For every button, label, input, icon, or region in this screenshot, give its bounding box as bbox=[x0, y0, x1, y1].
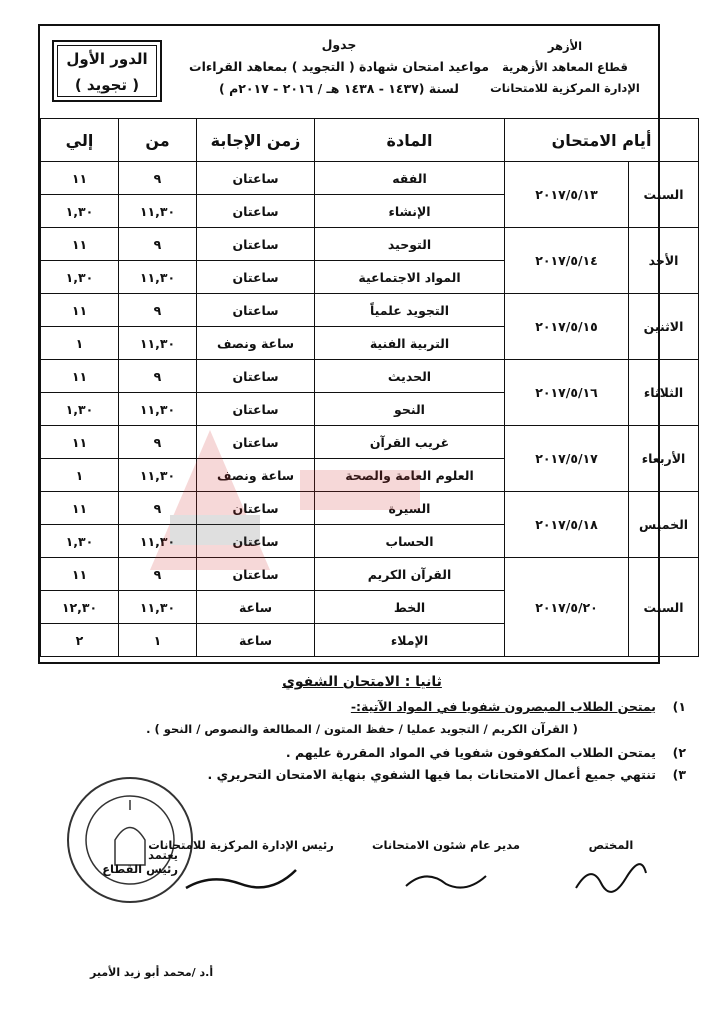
to-cell: ١,٣٠ bbox=[41, 261, 119, 294]
from-cell: ٩ bbox=[119, 360, 197, 393]
to-cell: ١ bbox=[41, 459, 119, 492]
to-cell: ١٢,٣٠ bbox=[41, 591, 119, 624]
subject-cell: التوحيد bbox=[315, 228, 505, 261]
to-cell: ١١ bbox=[41, 360, 119, 393]
to-cell: ١١ bbox=[41, 228, 119, 261]
duration-cell: ساعتان bbox=[197, 162, 315, 195]
subject-cell: العلوم العامة والصحة bbox=[315, 459, 505, 492]
oral-item bbox=[38, 742, 686, 764]
day-cell: الاثنين bbox=[629, 294, 699, 360]
date-cell: ٢٠١٧/٥/١٨ bbox=[505, 492, 629, 558]
duration-cell: ساعتان bbox=[197, 558, 315, 591]
subject-cell: النحو bbox=[315, 393, 505, 426]
duration-cell: ساعتان bbox=[197, 492, 315, 525]
subject-cell: الحديث bbox=[315, 360, 505, 393]
signature-specialist bbox=[566, 838, 656, 898]
duration-cell: ساعتان bbox=[197, 195, 315, 228]
round-label: الدور الأول bbox=[66, 50, 148, 68]
duration-cell: ساعة ونصف bbox=[197, 327, 315, 360]
approver-name: أ.د /محمد أبو زيد الأمير bbox=[90, 966, 214, 979]
oral-subjects: ( القرآن الكريم / التجويد عمليا / حفظ المتون / المطالعة والنصوص / النحو ) . bbox=[146, 722, 578, 736]
duration-cell: ساعتان bbox=[197, 360, 315, 393]
exam-schedule-sheet bbox=[38, 24, 689, 664]
to-cell: ١١ bbox=[41, 492, 119, 525]
subject-cell: الخط bbox=[315, 591, 505, 624]
from-cell: ١١,٣٠ bbox=[119, 261, 197, 294]
schedule-subtitle: مواعيد امتحان شهادة ( التجويد ) بمعاهد القراءات bbox=[189, 59, 489, 74]
to-cell: ١١ bbox=[41, 294, 119, 327]
table-row bbox=[41, 426, 699, 459]
from-cell: ٩ bbox=[119, 492, 197, 525]
subject-cell: الإملاء bbox=[315, 624, 505, 657]
table-header-row bbox=[41, 119, 699, 162]
from-cell: ١١,٣٠ bbox=[119, 591, 197, 624]
from-cell: ٩ bbox=[119, 162, 197, 195]
header-from: من bbox=[119, 119, 197, 162]
table-row bbox=[41, 162, 699, 195]
table-row bbox=[41, 492, 699, 525]
oral-item-number: ٣) bbox=[672, 767, 686, 782]
signature-title: المختص bbox=[588, 838, 634, 852]
from-cell: ١١,٣٠ bbox=[119, 195, 197, 228]
to-cell: ١,٣٠ bbox=[41, 393, 119, 426]
date-cell: ٢٠١٧/٥/١٥ bbox=[505, 294, 629, 360]
subject-cell: غريب القرآن bbox=[315, 426, 505, 459]
subject-cell: السيرة bbox=[315, 492, 505, 525]
round-type: ( تجويد ) bbox=[74, 76, 140, 94]
signature-title: رئيس الإدارة المركزية للامتحانات bbox=[148, 838, 334, 852]
subject-cell: التربية الفنية bbox=[315, 327, 505, 360]
from-cell: ٩ bbox=[119, 228, 197, 261]
from-cell: ١١,٣٠ bbox=[119, 393, 197, 426]
date-cell: ٢٠١٧/٥/١٦ bbox=[505, 360, 629, 426]
duration-cell: ساعة bbox=[197, 591, 315, 624]
signature-title: مدير عام شئون الامتحانات bbox=[372, 838, 520, 852]
schedule-year: لسنة (١٤٣٧ - ١٤٣٨ هـ / ٢٠١٦ - ٢٠١٧م ) bbox=[219, 81, 459, 96]
subject-cell: الحساب bbox=[315, 525, 505, 558]
signature-scribble bbox=[396, 858, 496, 898]
subject-cell: الإنشاء bbox=[315, 195, 505, 228]
duration-cell: ساعتان bbox=[197, 294, 315, 327]
from-cell: ٩ bbox=[119, 426, 197, 459]
signature-director bbox=[356, 838, 536, 898]
duration-cell: ساعتان bbox=[197, 426, 315, 459]
schedule-title: جدول bbox=[321, 37, 357, 52]
header-subject: المادة bbox=[315, 119, 505, 162]
date-cell: ٢٠١٧/٥/١٧ bbox=[505, 426, 629, 492]
oral-item bbox=[38, 696, 686, 718]
from-cell: ١١,٣٠ bbox=[119, 525, 197, 558]
institution-line: الأزهر bbox=[547, 39, 583, 53]
to-cell: ١١ bbox=[41, 426, 119, 459]
to-cell: ١ bbox=[41, 327, 119, 360]
table-row bbox=[41, 294, 699, 327]
subject-cell: المواد الاجتماعية bbox=[315, 261, 505, 294]
duration-cell: ساعة ونصف bbox=[197, 459, 315, 492]
from-cell: ١١,٣٠ bbox=[119, 327, 197, 360]
day-cell: الثلاثاء bbox=[629, 360, 699, 426]
subject-cell: الفقه bbox=[315, 162, 505, 195]
duration-cell: ساعتان bbox=[197, 261, 315, 294]
to-cell: ١,٣٠ bbox=[41, 195, 119, 228]
from-cell: ٩ bbox=[119, 558, 197, 591]
to-cell: ١١ bbox=[41, 162, 119, 195]
oral-item-number: ١) bbox=[672, 699, 686, 714]
header-duration: زمن الإجابة bbox=[197, 119, 315, 162]
round-box bbox=[52, 40, 162, 102]
day-cell: السبت bbox=[629, 558, 699, 657]
duration-cell: ساعتان bbox=[197, 228, 315, 261]
duration-cell: ساعتان bbox=[197, 393, 315, 426]
oral-item-text: يمتحن الطلاب المكفوفون شفويا في المواد المقررة عليهم . bbox=[285, 745, 656, 760]
oral-item-number: ٢) bbox=[672, 745, 686, 760]
day-cell: الأحد bbox=[629, 228, 699, 294]
schedule-table bbox=[40, 118, 699, 657]
header-to: إلي bbox=[41, 119, 119, 162]
table-row bbox=[41, 558, 699, 591]
from-cell: ١ bbox=[119, 624, 197, 657]
date-cell: ٢٠١٧/٥/١٤ bbox=[505, 228, 629, 294]
schedule-title-block bbox=[170, 34, 508, 100]
table-row bbox=[41, 228, 699, 261]
header-days: أيام الامتحان bbox=[505, 119, 699, 162]
duration-cell: ساعتان bbox=[197, 525, 315, 558]
oral-item-text: يمتحن الطلاب المبصرون شفويا في المواد الآتية:- bbox=[350, 699, 656, 714]
header bbox=[40, 26, 658, 118]
from-cell: ١١,٣٠ bbox=[119, 459, 197, 492]
from-cell: ٩ bbox=[119, 294, 197, 327]
institution-line: قطاع المعاهد الأزهرية bbox=[502, 60, 628, 74]
table-row bbox=[41, 360, 699, 393]
subject-cell: القرآن الكريم bbox=[315, 558, 505, 591]
signature-approval bbox=[58, 848, 178, 876]
to-cell: ١١ bbox=[41, 558, 119, 591]
day-cell: الأربعاء bbox=[629, 426, 699, 492]
day-cell: الخميس bbox=[629, 492, 699, 558]
approval-label: يعتمد bbox=[148, 848, 178, 862]
duration-cell: ساعة bbox=[197, 624, 315, 657]
signature-scribble bbox=[181, 858, 301, 898]
approval-title: رئيس القطاع bbox=[102, 862, 178, 876]
signatures bbox=[38, 838, 686, 958]
oral-title: ثانيا : الامتحان الشفوي bbox=[282, 674, 442, 690]
institution-line: الإدارة المركزية للامتحانات bbox=[490, 81, 640, 95]
date-cell: ٢٠١٧/٥/٢٠ bbox=[505, 558, 629, 657]
day-cell: السبت bbox=[629, 162, 699, 228]
signature-scribble bbox=[571, 858, 651, 898]
to-cell: ٢ bbox=[41, 624, 119, 657]
date-cell: ٢٠١٧/٥/١٣ bbox=[505, 162, 629, 228]
oral-item-text: تنتهي جميع أعمال الامتحانات بما فيها الشفوي بنهاية الامتحان التحريري . bbox=[207, 767, 656, 782]
subject-cell: التجويد علمياً bbox=[315, 294, 505, 327]
to-cell: ١,٣٠ bbox=[41, 525, 119, 558]
